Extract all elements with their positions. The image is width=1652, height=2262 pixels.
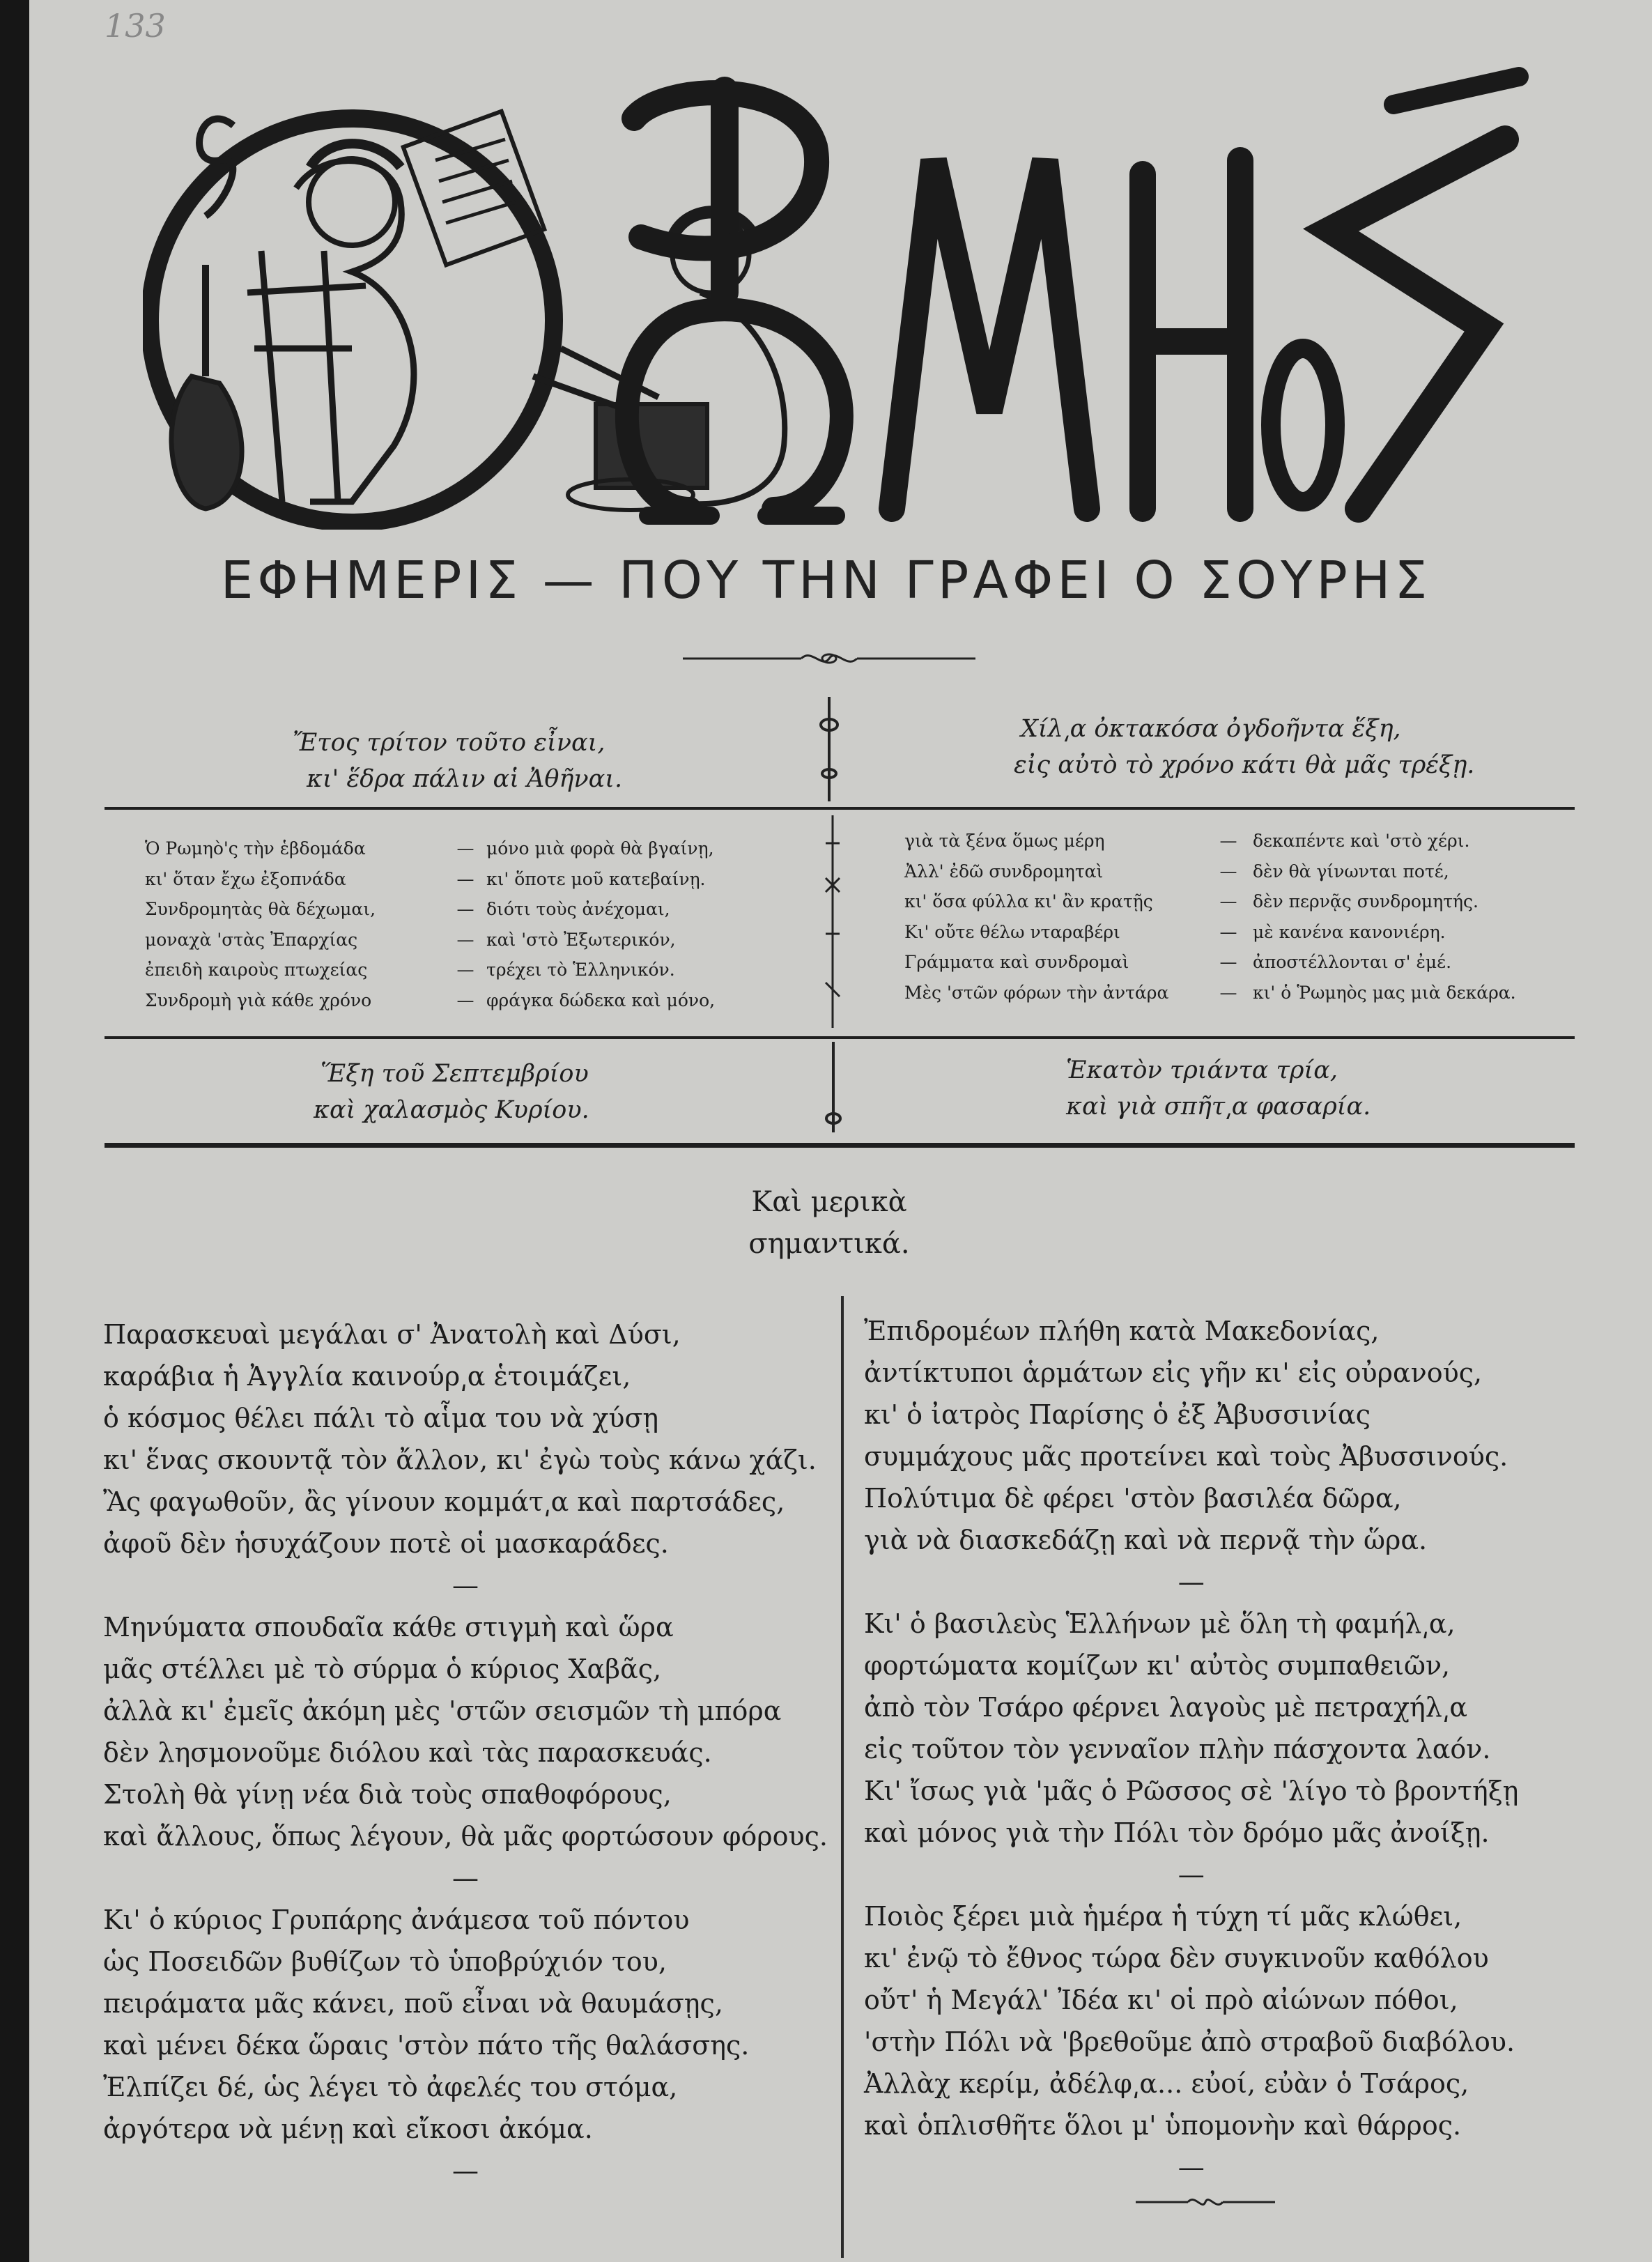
poem-stanza xyxy=(103,1899,828,2150)
notice-line: Χίλ͵α ὀκτακόσα ὀγδοῆντα ἕξη, xyxy=(1021,715,1401,743)
poem-stanza xyxy=(103,1314,828,1564)
subscription-text: μόνο μιὰ φορὰ θὰ βγαίνῃ, xyxy=(486,838,714,859)
subscription-text: Κι' οὔτε θέλω νταραβέρι xyxy=(904,921,1120,942)
subscription-dash: — xyxy=(1219,921,1237,942)
subscription-text: κι' ὁ Ῥωμηὸς μας μιὰ δεκάρα. xyxy=(1253,982,1516,1003)
masthead-title-logo xyxy=(543,63,1547,551)
poem-right-column xyxy=(864,1310,1518,2188)
poem-stanza xyxy=(864,1603,1518,1854)
poem-line: γιὰ νὰ διασκεδάζῃ καὶ νὰ περνᾷ τὴν ὥρα. xyxy=(864,1525,1428,1555)
poem-line: εἰς τοῦτον τὸν γενναῖον πλὴν πάσχοντα λαόν. xyxy=(864,1734,1491,1764)
poem-line: Στολὴ θὰ γίνῃ νέα διὰ τοὺς σπαθοφόρους, xyxy=(103,1779,672,1810)
poem-line: Παρασκευαὶ μεγάλαι σ' Ἀνατολὴ καὶ Δύσι, xyxy=(103,1319,681,1350)
ornament-divider-bottom xyxy=(1136,2188,1275,2216)
article-heading xyxy=(683,1181,975,1265)
subscription-row xyxy=(145,833,714,864)
poem-line: ἀντίκτυποι ἁρμάτων εἰς γῆν κι' εἰς οὐρανούς, xyxy=(864,1357,1483,1388)
subscription-row xyxy=(904,978,1516,1008)
subscription-text: Συνδρομητὰς θὰ δέχωμαι, xyxy=(145,899,376,919)
subscription-text: διότι τοὺς ἀνέχομαι, xyxy=(486,899,670,919)
stanza-separator: — xyxy=(1178,1567,1205,1597)
subscription-dash: — xyxy=(456,868,474,889)
pencil-page-number: 133 xyxy=(105,7,166,45)
poem-line: φορτώματα κομίζων κι' αὐτὸς συμπαθειῶν, xyxy=(864,1650,1451,1681)
poem-line: οὔτ' ἡ Μεγάλ' Ἰδέα κι' οἱ πρὸ αἰώνων πόθοι, xyxy=(864,1985,1458,2015)
subscription-text: Μὲς 'στῶν φόρων τὴν ἀντάρα xyxy=(904,982,1169,1003)
rule-line xyxy=(105,1036,1575,1039)
notice-date-left xyxy=(307,1056,589,1128)
notice-line: Ἕξη τοῦ Σεπτεμβρίου xyxy=(321,1060,589,1088)
poem-line: καὶ μόνος γιὰ τὴν Πόλι τὸν δρόμο μᾶς ἀνοίξῃ. xyxy=(864,1817,1490,1848)
poem-left-column xyxy=(103,1314,828,2192)
poem-line: Ἂς φαγωθοῦν, ἂς γίνουν κομμάτ͵α καὶ παρτσάδες, xyxy=(103,1486,785,1517)
notice-line: Ἔτος τρίτον τοῦτο εἶναι, xyxy=(293,729,605,757)
stanza-separator: — xyxy=(452,1570,479,1601)
subscription-text: Ἀλλ' ἐδῶ συνδρομηταὶ xyxy=(904,861,1104,882)
poem-line: Πολύτιμα δὲ φέρει 'στὸν βασιλέα δῶρα, xyxy=(864,1483,1402,1514)
poem-line: ὡς Ποσειδῶν βυθίζων τὸ ὑποβρύχιόν του, xyxy=(103,1946,667,1977)
poem-line: Ἐλπίζει δέ, ὡς λέγει τὸ ἀφελές του στόμα, xyxy=(103,2072,678,2102)
rule-line xyxy=(105,807,1575,810)
notice-line: κι' ἕδρα πάλιν αἱ Ἀθῆναι. xyxy=(307,765,623,793)
subscription-text: Ὁ Ρωμηὸ'ς τὴν ἑβδομάδα xyxy=(145,838,366,859)
subscription-text: δὲν περνᾷς συνδρομητής. xyxy=(1253,891,1479,911)
poem-line: ἀλλὰ κι' ἐμεῖς ἀκόμη μὲς 'στῶν σεισμῶν τὴ μπόρα xyxy=(103,1695,782,1726)
poem-line: ἀργότερα νὰ μένῃ καὶ εἴκοσι ἀκόμα. xyxy=(103,2114,593,2144)
subscription-text: μὲ κανένα κανονιέρη. xyxy=(1253,921,1446,942)
subscription-dash: — xyxy=(1219,831,1237,851)
subscription-text: κι' ὅταν ἔχω ἐξοπνάδα xyxy=(145,868,346,889)
poem-line: καὶ μένει δέκα ὥραις 'στὸν πάτο τῆς θαλάσσης. xyxy=(103,2030,750,2061)
poem-line: ἀπὸ τὸν Τσάρο φέρνει λαγοὺς μὲ πετραχήλ͵α xyxy=(864,1692,1468,1723)
subscription-text: ἀποστέλλονται σ' ἐμέ. xyxy=(1253,952,1452,972)
subscription-dash: — xyxy=(1219,982,1237,1003)
notice-date-right xyxy=(1066,1052,1371,1125)
poem-line: Ποιὸς ξέρει μιὰ ἡμέρα ἡ τύχη τί μᾶς κλώθει, xyxy=(864,1901,1462,1932)
column-divider xyxy=(841,1296,844,2258)
subscription-row xyxy=(904,856,1449,887)
poem-line: κι' ἐνῷ τὸ ἔθνος τώρα δὲν συγκινοῦν καθόλου xyxy=(864,1943,1489,1974)
poem-line: μᾶς στέλλει μὲ τὸ σύρμα ὁ κύριος Χαβᾶς, xyxy=(103,1654,662,1684)
subscription-text: Συνδρομὴ γιὰ κάθε χρόνο xyxy=(145,990,372,1010)
poem-line: 'στὴν Πόλι νὰ 'βρεθοῦμε ἀπὸ στραβοῦ διαβόλου. xyxy=(864,2026,1515,2057)
poem-line: Κι' ἴσως γιὰ 'μᾶς ὁ Ρῶσσος σὲ 'λίγο τὸ βροντήξῃ xyxy=(864,1776,1519,1806)
notice-line: Ἑκατὸν τριάντα τρία, xyxy=(1066,1056,1338,1084)
notice-line: εἰς αὐτὸ τὸ χρόνο κάτι θὰ μᾶς τρέξῃ. xyxy=(1014,751,1475,779)
subscription-dash: — xyxy=(456,838,474,859)
stanza-separator: — xyxy=(1178,2152,1205,2183)
subscription-dash: — xyxy=(456,929,474,950)
poem-stanza xyxy=(864,1310,1518,1561)
subscription-row xyxy=(904,886,1479,917)
poem-line: ἀφοῦ δὲν ἡσυχάζουν ποτὲ οἱ μασκαράδες. xyxy=(103,1528,669,1559)
poem-stanza xyxy=(103,1606,828,1857)
poem-line: δὲν λησμονοῦμε διόλου καὶ τὰς παρασκευάς. xyxy=(103,1737,712,1768)
page-binding-edge xyxy=(0,0,29,2262)
subscription-dash: — xyxy=(456,960,474,980)
ornament-divider-top xyxy=(683,645,975,672)
poem-line: συμμάχους μᾶς προτείνει καὶ τοὺς Ἀβυσσινούς. xyxy=(864,1441,1508,1472)
subscription-row xyxy=(145,925,676,955)
ornament-vertical-middle xyxy=(822,815,843,1028)
subscription-dash: — xyxy=(1219,891,1237,911)
heading-line: Καὶ μερικὰ xyxy=(751,1186,907,1218)
subscription-row xyxy=(904,917,1446,948)
subscription-text: γιὰ τὰ ξένα ὅμως μέρη xyxy=(904,831,1105,851)
subscription-text: κι' ὅσα φύλλα κι' ἂν κρατῇς xyxy=(904,891,1153,911)
subscription-dash: — xyxy=(456,990,474,1010)
masthead-subtitle: ΕΦΗΜΕΡΙΣ — ΠΟΥ ΤΗΝ ΓΡΑΦΕΙ Ο ΣΟΥΡΗΣ xyxy=(220,551,1432,610)
subscription-row xyxy=(145,985,715,1016)
poem-stanza xyxy=(864,1895,1518,2146)
ornament-vertical-top xyxy=(815,697,843,801)
poem-line: Ἐπιδρομέων πλήθη κατὰ Μακεδονίας, xyxy=(864,1316,1380,1346)
subscription-row xyxy=(904,826,1469,856)
subscription-text: κι' ὅποτε μοῦ κατεβαίνῃ. xyxy=(486,868,706,889)
poem-line: Κι' ὁ βασιλεὺς Ἑλλήνων μὲ ὅλη τὴ φαμήλ͵α, xyxy=(864,1608,1456,1639)
notice-line: καὶ χαλασμὸς Κυρίου. xyxy=(314,1096,589,1124)
poem-line: καράβια ἡ Ἀγγλία καινούρ͵α ἑτοιμάζει, xyxy=(103,1361,631,1392)
subscription-text: δεκαπέντε καὶ 'στὸ χέρι. xyxy=(1253,831,1470,851)
subscription-text: ἐπειδὴ καιροὺς πτωχείας xyxy=(145,960,368,980)
subscription-text: δὲν θὰ γίνωνται ποτέ, xyxy=(1253,861,1449,882)
poem-line: Μηνύματα σπουδαῖα κάθε στιγμὴ καὶ ὥρα xyxy=(103,1612,674,1642)
stanza-separator: — xyxy=(452,1863,479,1893)
heading-line: σημαντικά. xyxy=(748,1228,910,1260)
subscription-text: Γράμματα καὶ συνδρομαὶ xyxy=(904,952,1129,972)
subscription-dash: — xyxy=(456,899,474,919)
subscription-row xyxy=(145,894,670,925)
poem-line: πειράματα μᾶς κάνει, ποῦ εἶναι νὰ θαυμάσῃς, xyxy=(103,1988,723,2019)
notice-line: καὶ γιὰ σπῆτ͵α φασαρία. xyxy=(1066,1093,1371,1121)
subscription-text: καὶ 'στὸ Ἐξωτερικόν, xyxy=(486,929,676,950)
poem-line: Κι' ὁ κύριος Γρυπάρης ἀνάμεσα τοῦ πόντου xyxy=(103,1905,690,1935)
subscription-text: τρέχει τὸ Ἑλληνικόν. xyxy=(486,960,675,980)
poem-line: κι' ἕνας σκουντᾷ τὸν ἄλλον, κι' ἐγὼ τοὺς κάνω χάζι. xyxy=(103,1445,817,1475)
subscription-text: μοναχὰ 'στὰς Ἐπαρχίας xyxy=(145,929,358,950)
rule-line-thick xyxy=(105,1143,1575,1148)
poem-line: κι' ὁ ἰατρὸς Παρίσης ὁ ἐξ Ἀβυσσινίας xyxy=(864,1399,1371,1430)
subscription-text: φράγκα δώδεκα καὶ μόνο, xyxy=(486,990,716,1010)
subscription-dash: — xyxy=(1219,861,1237,882)
subscription-row xyxy=(145,864,706,895)
notice-year-right xyxy=(1014,711,1474,783)
notice-year-left xyxy=(293,725,622,797)
subscription-row xyxy=(904,947,1451,978)
stanza-separator: — xyxy=(1178,1859,1205,1890)
stanza-separator: — xyxy=(452,2155,479,2186)
poem-line: Ἀλλὰχ κερίμ, ἀδέλφ͵α... εὐοί, εὐὰν ὁ Τσάρος, xyxy=(864,2068,1469,2099)
subscription-row xyxy=(145,955,675,985)
poem-line: καὶ ὁπλισθῆτε ὅλοι μ' ὑπομονὴν καὶ θάρρος. xyxy=(864,2110,1462,2141)
subscription-dash: — xyxy=(1219,952,1237,972)
poem-line: καὶ ἄλλους, ὅπως λέγουν, θὰ μᾶς φορτώσουν φόρους. xyxy=(103,1821,828,1852)
poem-line: ὁ κόσμος θέλει πάλι τὸ αἷμα του νὰ χύσῃ xyxy=(103,1403,659,1433)
ornament-vertical-bottom xyxy=(821,1042,846,1132)
